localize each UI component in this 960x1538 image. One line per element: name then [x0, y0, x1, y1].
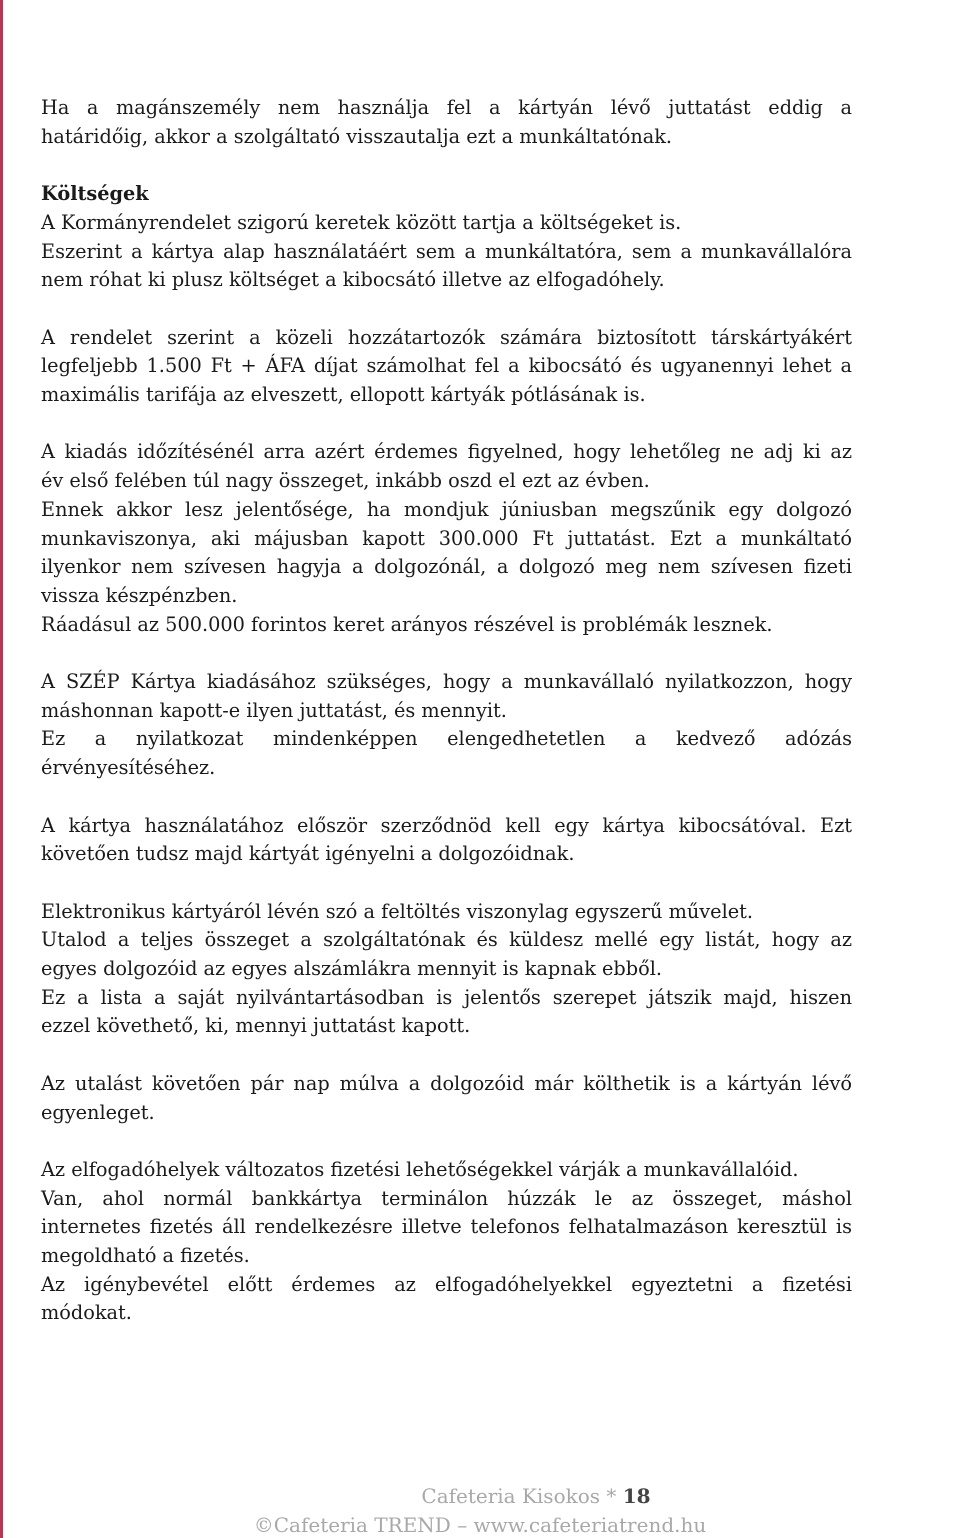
text-line: egyenleget. [41, 1100, 155, 1124]
text-line: követően tudsz majd kártyát igényelni a dolgozóidnak. [41, 842, 575, 866]
text-line: határidőig, akkor a szolgáltató visszautalja ezt a munkáltatónak. [41, 124, 673, 148]
text-line: egyes dolgozóid az egyes alszámlákra mennyit is kapnak ebből. [41, 957, 663, 980]
text-line: Van, ahol normál bankkártya terminálon húzzák le az összeget, máshol [41, 1186, 852, 1210]
text-line: A SZÉP Kártya kiadásához szükséges, hogy a munkavállaló nyilatkozzon, hogy [41, 670, 852, 693]
text-line: legfeljebb 1.500 Ft + ÁFA díjat számolhat fel a kibocsátó és ugyanennyi lehet a [41, 354, 852, 378]
footer-title-line [56, 1482, 960, 1510]
text-line: érvényesítéséhez. [41, 756, 216, 780]
text-line: nem róhat ki plusz költséget a kibocsátó illetve az elfogadóhely. [41, 268, 665, 292]
left-accent-rule [0, 0, 3, 1538]
paragraph [41, 1070, 852, 1127]
text-line: év első felében túl nagy összeget, inkább oszd el ezt az évben. [41, 469, 650, 493]
footer-title: Cafeteria Kisokos [421, 1484, 601, 1508]
paragraph [41, 1156, 852, 1328]
paragraph [41, 180, 852, 295]
text-line: munkaviszonya, aki májusban kapott 300.000 Ft juttatást. Ezt a munkáltató [41, 526, 852, 550]
text-line: Utalod a teljes összeget a szolgáltatónak és küldesz mellé egy listát, hogy az [41, 928, 852, 952]
text-line: Ez a lista a saját nyilvántartásodban is jelentős szerepet játszik majd, hiszen [41, 985, 852, 1009]
text-line: máshonnan kapott-e ilyen juttatást, és mennyit. [41, 698, 507, 722]
footer-copyright: ©Cafeteria TREND – www.cafeteriatrend.hu [253, 1513, 707, 1537]
text-line: Elektronikus kártyáról lévén szó a feltöltés viszonylag egyszerű művelet. [41, 899, 754, 923]
text-line: A kártya használatához először szerződnöd kell egy kártya kibocsátóval. Ezt [41, 813, 852, 837]
text-line: módokat. [41, 1301, 132, 1325]
text-line: Ha a magánszemély nem használja fel a kártyán lévő juttatást eddig a [41, 96, 852, 119]
body-text [41, 94, 852, 1328]
text-line: vissza készpénzben. [41, 583, 238, 607]
text-line: Az igénybevétel előtt érdemes az elfogadóhelyekkel egyeztetni a fizetési [41, 1272, 852, 1296]
text-line: ilyenkor nem szívesen hagyja a dolgozónál, a dolgozó meg nem szívesen fizeti [41, 555, 852, 579]
text-line: Ez a nyilatkozat mindenképpen elengedhetetlen a kedvező adózás [41, 727, 852, 751]
text-line: A Kormányrendelet szigorú keretek között tartja a költségeket is. [41, 210, 682, 234]
paragraph [41, 898, 852, 1042]
paragraph [41, 94, 852, 151]
text-line: A kiadás időzítésénél arra azért érdemes figyelned, hogy lehetőleg ne adj ki az [41, 440, 852, 464]
text-line: Ráadásul az 500.000 forintos keret arányos részével is problémák lesznek. [41, 612, 773, 636]
footer-separator: * [606, 1484, 617, 1508]
paragraph [41, 812, 852, 869]
text-line: ezzel követhető, ki, mennyi juttatást kapott. [41, 1014, 471, 1038]
text-line: Az utalást követően pár nap múlva a dolgozóid már költhetik is a kártyán lévő [41, 1071, 852, 1095]
text-line: maximális tarifája az elveszett, ellopott kártyák pótlásának is. [41, 383, 646, 406]
text-line: Ennek akkor lesz jelentősége, ha mondjuk júniusban megszűnik egy dolgozó [41, 497, 852, 521]
paragraph [41, 438, 852, 639]
paragraph [41, 668, 852, 783]
text-line: internetes fizetés áll rendelkezésre illetve telefonos felhatalmazáson keresztül is [41, 1215, 852, 1239]
text-line: megoldható a fizetés. [41, 1244, 250, 1267]
text-line: A rendelet szerint a közeli hozzátartozók számára biztosított társkártyákért [41, 325, 852, 349]
text-line: Az elfogadóhelyek változatos fizetési lehetőségekkel várják a munkavállalóid. [41, 1157, 799, 1181]
page-number: 18 [622, 1484, 651, 1508]
section-heading: Költségek [41, 182, 149, 206]
paragraph [41, 324, 852, 410]
text-line: Eszerint a kártya alap használatáért sem a munkáltatóra, sem a munkavállalóra [41, 239, 852, 263]
